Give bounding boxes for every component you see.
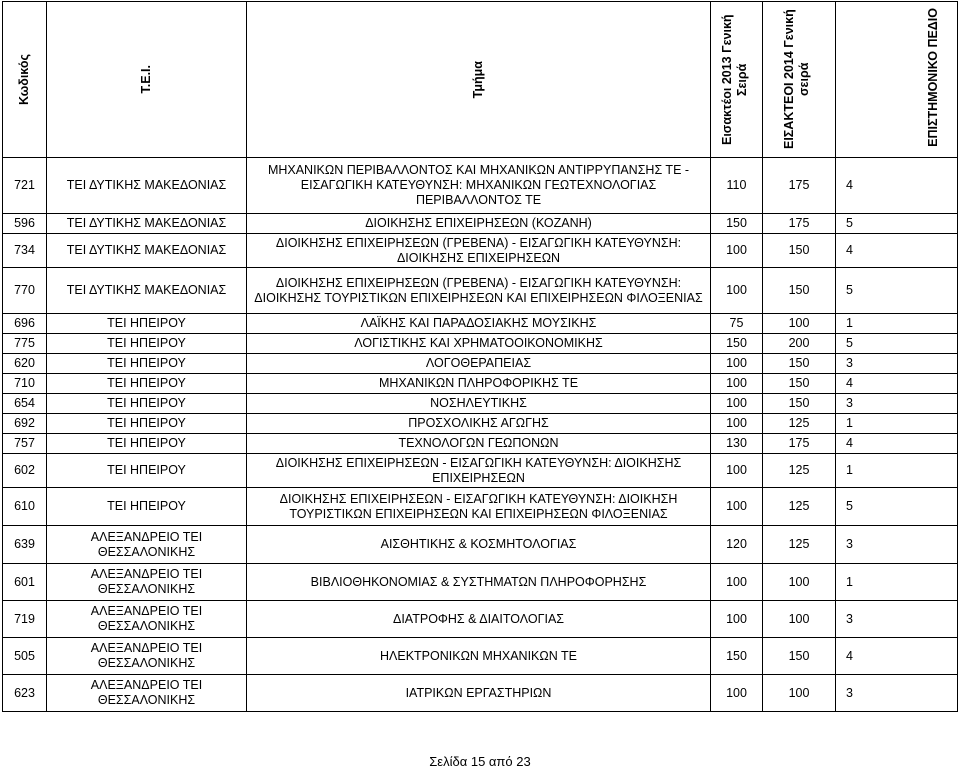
row-field: 4 [836, 374, 958, 394]
row-code: 654 [3, 394, 47, 414]
row-code: 734 [3, 234, 47, 268]
row-code: 602 [3, 454, 47, 488]
row-code: 505 [3, 638, 47, 675]
row-admitted-2013: 100 [711, 394, 763, 414]
row-field: 5 [836, 214, 958, 234]
row-admitted-2014: 125 [763, 488, 836, 526]
header-field: ΕΠΙΣΤΗΜΟΝΙΚΟ ΠΕΔΙΟ [836, 2, 958, 158]
header-admitted-2014: ΕΙΣΑΚΤΕΟΙ 2014 Γενική σειρά [763, 2, 836, 158]
row-code: 620 [3, 354, 47, 374]
table-row [3, 158, 958, 214]
row-tei: ΤΕΙ ΗΠΕΙΡΟΥ [47, 314, 247, 334]
row-code: 775 [3, 334, 47, 354]
row-code: 601 [3, 564, 47, 601]
row-field: 1 [836, 414, 958, 434]
row-field: 5 [836, 488, 958, 526]
table-row [3, 234, 958, 268]
row-department: ΒΙΒΛΙΟΘΗΚΟΝΟΜΙΑΣ & ΣΥΣΤΗΜΑΤΩΝ ΠΛΗΡΟΦΟΡΗΣΗΣ [247, 564, 711, 601]
row-department: ΔΙΟΙΚΗΣΗΣ ΕΠΙΧΕΙΡΗΣΕΩΝ (ΓΡΕΒΕΝΑ) - ΕΙΣΑΓΩΓΙΚΗ ΚΑΤΕΥΘΥΝΣΗ: ΔΙΟΙΚΗΣΗΣ ΕΠΙΧΕΙΡΗΣΕΩΝ [247, 234, 711, 268]
row-admitted-2014: 150 [763, 394, 836, 414]
row-admitted-2013: 150 [711, 214, 763, 234]
row-field: 3 [836, 675, 958, 712]
row-field: 1 [836, 564, 958, 601]
row-tei: ΑΛΕΞΑΝΔΡΕΙΟ ΤΕΙ ΘΕΣΣΑΛΟΝΙΚΗΣ [47, 526, 247, 564]
row-admitted-2013: 100 [711, 354, 763, 374]
table-row [3, 394, 958, 414]
row-tei: ΤΕΙ ΗΠΕΙΡΟΥ [47, 414, 247, 434]
row-tei: ΤΕΙ ΔΥΤΙΚΗΣ ΜΑΚΕΔΟΝΙΑΣ [47, 158, 247, 214]
table-row [3, 414, 958, 434]
row-admitted-2013: 100 [711, 601, 763, 638]
table-row [3, 601, 958, 638]
table-row [3, 334, 958, 354]
row-admitted-2013: 120 [711, 526, 763, 564]
row-code: 623 [3, 675, 47, 712]
row-admitted-2014: 100 [763, 601, 836, 638]
row-tei: ΤΕΙ ΗΠΕΙΡΟΥ [47, 334, 247, 354]
row-code: 610 [3, 488, 47, 526]
row-code: 757 [3, 434, 47, 454]
row-department: ΛΟΓΟΘΕΡΑΠΕΙΑΣ [247, 354, 711, 374]
header-code: Κωδικός [3, 2, 47, 158]
table-row [3, 354, 958, 374]
row-department: ΜΗΧΑΝΙΚΩΝ ΠΕΡΙΒΑΛΛΟΝΤΟΣ ΚΑΙ ΜΗΧΑΝΙΚΩΝ ΑΝΤΙΡΡΥΠΑΝΣΗΣ ΤΕ - ΕΙΣΑΓΩΓΙΚΗ ΚΑΤΕΥΘΥΝΣΗ: ΜΗΧΑΝΙΚΩΝ ΓΕΩΤΕΧΝΟΛΟΓΙΑΣ ΠΕΡΙΒΑΛΛΟΝΤΟΣ ΤΕ [247, 158, 711, 214]
row-tei: ΤΕΙ ΗΠΕΙΡΟΥ [47, 354, 247, 374]
row-department: ΤΕΧΝΟΛΟΓΩΝ ΓΕΩΠΟΝΩΝ [247, 434, 711, 454]
table-row [3, 374, 958, 394]
row-field: 1 [836, 454, 958, 488]
row-admitted-2013: 100 [711, 234, 763, 268]
row-admitted-2013: 75 [711, 314, 763, 334]
row-field: 5 [836, 268, 958, 314]
row-code: 721 [3, 158, 47, 214]
row-admitted-2014: 100 [763, 564, 836, 601]
row-admitted-2013: 100 [711, 374, 763, 394]
header-dept: Τμήμα [247, 2, 711, 158]
row-department: ΛΟΓΙΣΤΙΚΗΣ ΚΑΙ ΧΡΗΜΑΤΟΟΙΚΟΝΟΜΙΚΗΣ [247, 334, 711, 354]
row-tei: ΤΕΙ ΔΥΤΙΚΗΣ ΜΑΚΕΔΟΝΙΑΣ [47, 214, 247, 234]
row-code: 719 [3, 601, 47, 638]
row-department: ΛΑΪΚΗΣ ΚΑΙ ΠΑΡΑΔΟΣΙΑΚΗΣ ΜΟΥΣΙΚΗΣ [247, 314, 711, 334]
admissions-table [2, 1, 958, 712]
row-field: 3 [836, 601, 958, 638]
table-row [3, 564, 958, 601]
row-code: 692 [3, 414, 47, 434]
row-admitted-2014: 175 [763, 214, 836, 234]
row-admitted-2013: 100 [711, 454, 763, 488]
row-admitted-2014: 100 [763, 314, 836, 334]
row-department: ΔΙΟΙΚΗΣΗΣ ΕΠΙΧΕΙΡΗΣΕΩΝ - ΕΙΣΑΓΩΓΙΚΗ ΚΑΤΕΥΘΥΝΣΗ: ΔΙΟΙΚΗΣΗ ΤΟΥΡΙΣΤΙΚΩΝ ΕΠΙΧΕΙΡΗΣΕΩΝ ΚΑΙ ΕΠΙΧΕΙΡΗΣΕΩΝ ΦΙΛΟΞΕΝΙΑΣ [247, 488, 711, 526]
row-admitted-2014: 150 [763, 268, 836, 314]
row-tei: ΤΕΙ ΔΥΤΙΚΗΣ ΜΑΚΕΔΟΝΙΑΣ [47, 268, 247, 314]
header-admitted-2013: Εισακτέοι 2013 Γενική Σειρά [711, 2, 763, 158]
row-code: 696 [3, 314, 47, 334]
row-code: 770 [3, 268, 47, 314]
row-tei: ΑΛΕΞΑΝΔΡΕΙΟ ΤΕΙ ΘΕΣΣΑΛΟΝΙΚΗΣ [47, 601, 247, 638]
row-field: 5 [836, 334, 958, 354]
row-admitted-2013: 150 [711, 334, 763, 354]
row-admitted-2014: 150 [763, 374, 836, 394]
table-row [3, 314, 958, 334]
row-admitted-2014: 150 [763, 354, 836, 374]
table-row [3, 214, 958, 234]
row-tei: ΤΕΙ ΗΠΕΙΡΟΥ [47, 434, 247, 454]
row-admitted-2014: 150 [763, 638, 836, 675]
header-row [3, 2, 958, 158]
row-admitted-2013: 100 [711, 414, 763, 434]
table-row [3, 268, 958, 314]
row-tei: ΑΛΕΞΑΝΔΡΕΙΟ ΤΕΙ ΘΕΣΣΑΛΟΝΙΚΗΣ [47, 638, 247, 675]
row-admitted-2013: 110 [711, 158, 763, 214]
row-admitted-2013: 130 [711, 434, 763, 454]
row-admitted-2014: 125 [763, 454, 836, 488]
table-row [3, 638, 958, 675]
row-department: ΔΙΟΙΚΗΣΗΣ ΕΠΙΧΕΙΡΗΣΕΩΝ - ΕΙΣΑΓΩΓΙΚΗ ΚΑΤΕΥΘΥΝΣΗ: ΔΙΟΙΚΗΣΗΣ ΕΠΙΧΕΙΡΗΣΕΩΝ [247, 454, 711, 488]
row-department: ΗΛΕΚΤΡΟΝΙΚΩΝ ΜΗΧΑΝΙΚΩΝ ΤΕ [247, 638, 711, 675]
row-field: 4 [836, 638, 958, 675]
row-admitted-2013: 100 [711, 488, 763, 526]
row-tei: ΑΛΕΞΑΝΔΡΕΙΟ ΤΕΙ ΘΕΣΣΑΛΟΝΙΚΗΣ [47, 675, 247, 712]
row-field: 4 [836, 234, 958, 268]
row-tei: ΤΕΙ ΗΠΕΙΡΟΥ [47, 454, 247, 488]
row-department: ΜΗΧΑΝΙΚΩΝ ΠΛΗΡΟΦΟΡΙΚΗΣ ΤΕ [247, 374, 711, 394]
row-tei: ΤΕΙ ΗΠΕΙΡΟΥ [47, 394, 247, 414]
row-admitted-2014: 125 [763, 526, 836, 564]
row-code: 639 [3, 526, 47, 564]
row-admitted-2013: 100 [711, 564, 763, 601]
row-tei: ΤΕΙ ΗΠΕΙΡΟΥ [47, 374, 247, 394]
row-tei: ΤΕΙ ΔΥΤΙΚΗΣ ΜΑΚΕΔΟΝΙΑΣ [47, 234, 247, 268]
row-admitted-2014: 175 [763, 434, 836, 454]
row-department: ΔΙΟΙΚΗΣΗΣ ΕΠΙΧΕΙΡΗΣΕΩΝ (ΚΟΖΑΝΗ) [247, 214, 711, 234]
row-admitted-2013: 100 [711, 675, 763, 712]
row-admitted-2014: 175 [763, 158, 836, 214]
row-admitted-2014: 200 [763, 334, 836, 354]
row-department: ΙΑΤΡΙΚΩΝ ΕΡΓΑΣΤΗΡΙΩΝ [247, 675, 711, 712]
row-tei: ΤΕΙ ΗΠΕΙΡΟΥ [47, 488, 247, 526]
row-department: ΝΟΣΗΛΕΥΤΙΚΗΣ [247, 394, 711, 414]
row-field: 4 [836, 434, 958, 454]
table-row [3, 675, 958, 712]
row-code: 710 [3, 374, 47, 394]
row-tei: ΑΛΕΞΑΝΔΡΕΙΟ ΤΕΙ ΘΕΣΣΑΛΟΝΙΚΗΣ [47, 564, 247, 601]
row-admitted-2013: 150 [711, 638, 763, 675]
page-footer: Σελίδα 15 από 23 [429, 754, 531, 769]
table-row [3, 488, 958, 526]
row-field: 1 [836, 314, 958, 334]
row-department: ΔΙΟΙΚΗΣΗΣ ΕΠΙΧΕΙΡΗΣΕΩΝ (ΓΡΕΒΕΝΑ) - ΕΙΣΑΓΩΓΙΚΗ ΚΑΤΕΥΘΥΝΣΗ: ΔΙΟΙΚΗΣΗΣ ΤΟΥΡΙΣΤΙΚΩΝ ΕΠΙΧΕΙΡΗΣΕΩΝ ΚΑΙ ΕΠΙΧΕΙΡΗΣΕΩΝ ΦΙΛΟΞΕΝΙΑΣ [247, 268, 711, 314]
row-admitted-2014: 100 [763, 675, 836, 712]
row-admitted-2014: 150 [763, 234, 836, 268]
table-row [3, 434, 958, 454]
header-tei: Τ.Ε.Ι. [47, 2, 247, 158]
row-field: 3 [836, 354, 958, 374]
row-code: 596 [3, 214, 47, 234]
row-department: ΑΙΣΘΗΤΙΚΗΣ & ΚΟΣΜΗΤΟΛΟΓΙΑΣ [247, 526, 711, 564]
row-field: 3 [836, 526, 958, 564]
table-row [3, 454, 958, 488]
row-field: 4 [836, 158, 958, 214]
row-admitted-2013: 100 [711, 268, 763, 314]
row-field: 3 [836, 394, 958, 414]
table-row [3, 526, 958, 564]
row-department: ΠΡΟΣΧΟΛΙΚΗΣ ΑΓΩΓΗΣ [247, 414, 711, 434]
row-department: ΔΙΑΤΡΟΦΗΣ & ΔΙΑΙΤΟΛΟΓΙΑΣ [247, 601, 711, 638]
row-admitted-2014: 125 [763, 414, 836, 434]
